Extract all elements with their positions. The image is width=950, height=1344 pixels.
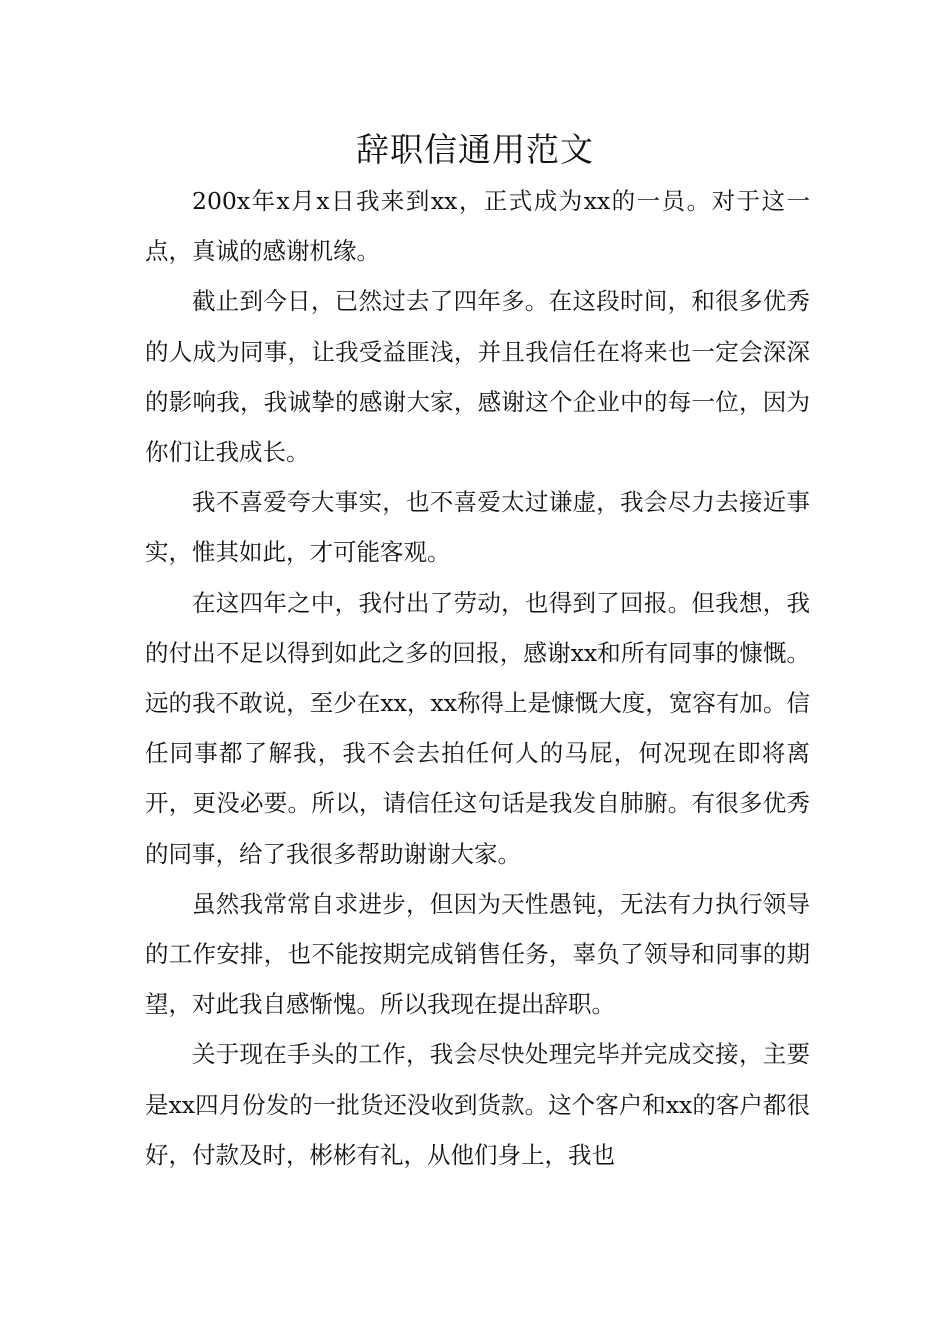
paragraph-6: 关于现在手头的工作，我会尽快处理完毕并完成交接，主要是xx四月份发的一批货还没收到货款。这个客户和xx的客户都很好，付款及时，彬彬有礼，从他们身上，我也 (145, 1040, 810, 1169)
document-body (145, 176, 810, 1180)
paragraph-1: 200x年x月x日我来到xx，正式成为xx的一员。对于这一点，真诚的感谢机缘。 (145, 187, 810, 266)
document-title: 辞职信通用范文 (356, 130, 594, 169)
paragraph-3: 我不喜爱夸大事实，也不喜爱太过谦虚，我会尽力去接近事实，惟其如此，才可能客观。 (145, 488, 810, 567)
paragraph-4: 在这四年之中，我付出了劳动，也得到了回报。但我想，我的付出不足以得到如此之多的回报，感谢xx和所有同事的慷慨。远的我不敢说，至少在xx，xx称得上是慷慨大度，宽容有加。信任同事都了解我，我不会去拍任何人的马屁，何况现在即将离开，更没必要。所以，请信任这句话是我发自肺腑。有很多优秀的同事，给了我很多帮助谢谢大家。 (145, 588, 810, 868)
paragraph-2: 截止到今日，已然过去了四年多。在这段时间，和很多优秀的人成为同事，让我受益匪浅，并且我信任在将来也一定会深深的影响我，我诚挚的感谢大家，感谢这个企业中的每一位，因为你们让我成长。 (145, 287, 810, 467)
paragraph-5: 虽然我常常自求进步，但因为天性愚钝，无法有力执行领导的工作安排，也不能按期完成销售任务，辜负了领导和同事的期望，对此我自感惭愧。所以我现在提出辞职。 (145, 889, 810, 1019)
